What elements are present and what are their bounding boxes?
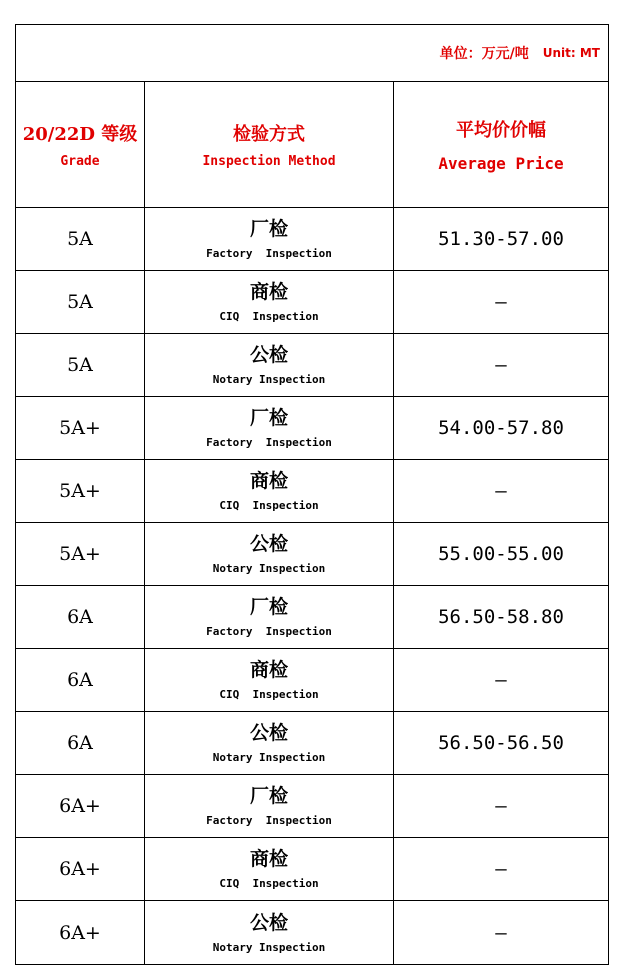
- grade-value: 6A+: [59, 858, 101, 880]
- price-value: –: [495, 354, 507, 376]
- price-value: 56.50-56.50: [438, 732, 564, 754]
- method-cell: [145, 397, 394, 459]
- unit-row: [16, 25, 608, 82]
- header-grade-cn: 20/22D 等级: [22, 124, 138, 145]
- price-value: –: [495, 795, 507, 817]
- grade-value: 5A+: [59, 417, 101, 439]
- price-value: –: [495, 921, 507, 944]
- method-en: Factory Inspection: [206, 247, 332, 260]
- grade-value: 6A+: [59, 921, 101, 944]
- method-cell: [145, 775, 394, 837]
- grade-cell: [16, 901, 145, 964]
- price-table: [15, 24, 609, 965]
- method-en: Factory Inspection: [206, 436, 332, 449]
- method-en: Notary Inspection: [212, 751, 326, 764]
- table-row: [16, 838, 608, 901]
- method-cell: [145, 838, 394, 900]
- price-cell: [394, 649, 608, 711]
- header-method-en: Inspection Method: [202, 154, 336, 169]
- price-value: 54.00-57.80: [438, 417, 564, 439]
- method-cn: 商检: [249, 848, 288, 870]
- price-cell: [394, 271, 608, 333]
- method-en: Factory Inspection: [206, 814, 332, 827]
- method-cell: [145, 334, 394, 396]
- grade-value: 5A+: [59, 543, 101, 565]
- grade-value: 6A: [67, 606, 93, 628]
- method-en: Notary Inspection: [212, 373, 326, 386]
- table-row: [16, 901, 608, 964]
- price-value: –: [495, 480, 507, 502]
- table-row: [16, 334, 608, 397]
- table-row: [16, 397, 608, 460]
- grade-cell: [16, 649, 145, 711]
- grade-cell: [16, 460, 145, 522]
- method-en: Notary Inspection: [212, 940, 326, 954]
- method-cell: [145, 271, 394, 333]
- method-cn: 公检: [249, 344, 288, 366]
- method-cn: 厂检: [249, 218, 288, 240]
- price-cell: [394, 901, 608, 964]
- grade-value: 5A: [67, 228, 93, 250]
- table-row: [16, 586, 608, 649]
- grade-value: 6A: [67, 732, 93, 754]
- grade-value: 5A+: [59, 480, 101, 502]
- table-row: [16, 712, 608, 775]
- header-grade-en: Grade: [60, 154, 100, 169]
- method-en: CIQ Inspection: [219, 877, 319, 890]
- method-cn: 商检: [249, 281, 288, 303]
- table-row: [16, 523, 608, 586]
- price-cell: [394, 775, 608, 837]
- method-cn: 公检: [249, 722, 288, 744]
- price-cell: [394, 586, 608, 648]
- method-cell: [145, 586, 394, 648]
- method-cell: [145, 901, 394, 964]
- method-cell: [145, 460, 394, 522]
- method-en: CIQ Inspection: [219, 688, 319, 701]
- price-value: 56.50-58.80: [438, 606, 564, 628]
- price-cell: [394, 712, 608, 774]
- unit-label-cn: 单位：万元/吨: [439, 46, 529, 62]
- price-value: 55.00-55.00: [438, 543, 564, 565]
- price-cell: [394, 397, 608, 459]
- grade-value: 6A: [67, 669, 93, 691]
- price-value: –: [495, 858, 507, 880]
- header-grade: [16, 82, 145, 207]
- price-value: –: [495, 291, 507, 313]
- table-row: [16, 649, 608, 712]
- method-en: Notary Inspection: [212, 562, 326, 575]
- price-value: 51.30-57.00: [438, 228, 564, 250]
- grade-cell: [16, 397, 145, 459]
- header-row: [16, 82, 608, 208]
- method-cn: 厂检: [249, 407, 288, 429]
- price-cell: [394, 460, 608, 522]
- unit-label-en: Unit: MT: [542, 46, 600, 60]
- method-cn: 厂检: [249, 785, 288, 807]
- method-en: CIQ Inspection: [219, 499, 319, 512]
- grade-cell: [16, 334, 145, 396]
- grade-cell: [16, 712, 145, 774]
- table-row: [16, 271, 608, 334]
- grade-cell: [16, 523, 145, 585]
- grade-value: 5A: [67, 291, 93, 313]
- method-cn: 商检: [249, 470, 288, 492]
- table-row: [16, 208, 608, 271]
- grade-value: 5A: [67, 354, 93, 376]
- method-cn: 公检: [249, 533, 288, 555]
- method-en: Factory Inspection: [206, 625, 332, 638]
- header-price-cn: 平均价价幅: [456, 120, 546, 141]
- grade-cell: [16, 775, 145, 837]
- method-cell: [145, 712, 394, 774]
- price-value: –: [495, 669, 507, 691]
- method-cell: [145, 208, 394, 270]
- method-cn: 商检: [249, 659, 288, 681]
- table-row: [16, 460, 608, 523]
- price-cell: [394, 523, 608, 585]
- method-cell: [145, 523, 394, 585]
- header-price: [394, 82, 608, 207]
- grade-cell: [16, 586, 145, 648]
- table-row: [16, 775, 608, 838]
- price-cell: [394, 838, 608, 900]
- header-price-en: Average Price: [438, 154, 564, 173]
- method-cn: 公检: [249, 911, 288, 934]
- header-method: [145, 82, 394, 207]
- price-cell: [394, 334, 608, 396]
- price-cell: [394, 208, 608, 270]
- table-body: [16, 208, 608, 964]
- grade-cell: [16, 271, 145, 333]
- header-method-cn: 检验方式: [233, 124, 305, 145]
- grade-cell: [16, 838, 145, 900]
- grade-value: 6A+: [59, 795, 101, 817]
- method-cell: [145, 649, 394, 711]
- method-cn: 厂检: [249, 596, 288, 618]
- method-en: CIQ Inspection: [219, 310, 319, 323]
- grade-cell: [16, 208, 145, 270]
